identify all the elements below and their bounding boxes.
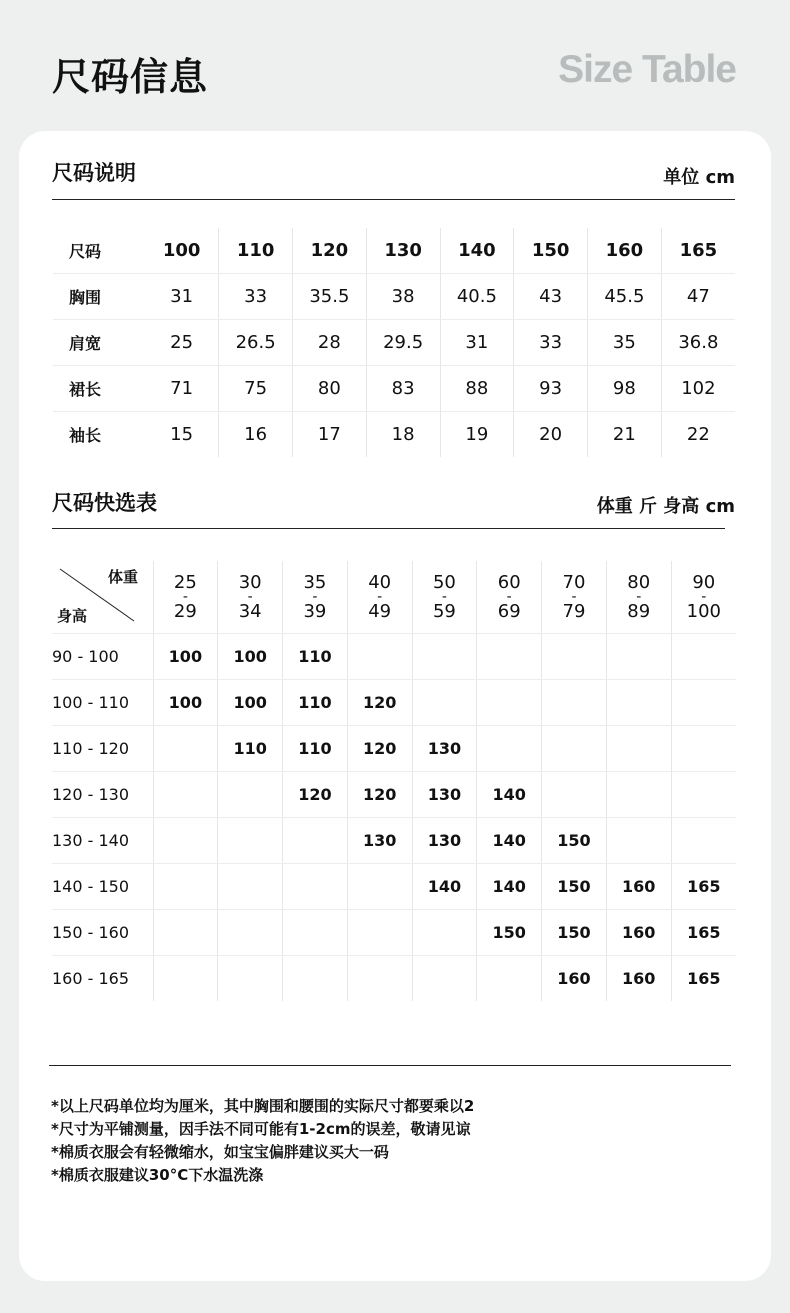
recommended-size-cell: 130: [412, 772, 477, 818]
recommended-size-cell: [153, 956, 218, 1002]
recommended-size-cell: [347, 864, 412, 910]
size-row-label: 裙长: [53, 366, 145, 412]
recommended-size-cell: [477, 634, 542, 680]
quick-select-unit: 体重 斤 身高 cm: [596, 496, 735, 517]
weight-range-header: [671, 561, 736, 634]
recommended-size-cell: 160: [606, 864, 671, 910]
recommended-size-cell: [283, 864, 348, 910]
height-row: [52, 956, 736, 1002]
height-range-label: 140 - 150: [52, 864, 153, 910]
recommended-size-cell: [283, 910, 348, 956]
height-row: [52, 772, 736, 818]
weight-to: 29: [173, 601, 197, 622]
recommended-size-cell: [671, 680, 736, 726]
height-row: [52, 864, 736, 910]
size-cell: 21: [588, 412, 662, 458]
recommended-size-cell: 100: [153, 634, 218, 680]
weight-to: 59: [432, 601, 456, 622]
size-row: [53, 412, 735, 458]
size-cell: 165: [661, 228, 735, 274]
recommended-size-cell: 110: [218, 726, 283, 772]
recommended-size-cell: [153, 818, 218, 864]
recommended-size-cell: [153, 910, 218, 956]
height-range-label: 100 - 110: [52, 680, 153, 726]
recommended-size-cell: [218, 864, 283, 910]
weight-to: 100: [686, 601, 721, 622]
recommended-size-cell: [477, 726, 542, 772]
recommended-size-cell: [347, 634, 412, 680]
size-info-title: 尺码说明: [52, 161, 136, 185]
recommended-size-cell: 140: [477, 772, 542, 818]
note: *棉质衣服建议30°C下水温洗涤: [51, 1166, 264, 1184]
size-cell: 31: [145, 274, 219, 320]
weight-range-header: [477, 561, 542, 634]
size-row: [53, 274, 735, 320]
recommended-size-cell: 160: [542, 956, 607, 1002]
note: *棉质衣服会有轻微缩水，如宝宝偏胖建议买大一码: [51, 1143, 389, 1161]
range-dash: -: [506, 589, 512, 605]
size-cell: 160: [588, 228, 662, 274]
divider: [52, 528, 725, 529]
recommended-size-cell: 150: [542, 864, 607, 910]
size-row-label: 胸围: [53, 274, 145, 320]
weight-range-header: [218, 561, 283, 634]
size-cell: 36.8: [661, 320, 735, 366]
height-row: [52, 726, 736, 772]
recommended-size-cell: 130: [412, 818, 477, 864]
weight-range-header: [412, 561, 477, 634]
size-row: [53, 228, 735, 274]
size-row-label: 尺码: [53, 228, 145, 274]
size-cell: 93: [514, 366, 588, 412]
range-dash: -: [636, 589, 642, 605]
quick-select-table: [52, 561, 736, 1001]
recommended-size-cell: 120: [347, 772, 412, 818]
size-cell: 150: [514, 228, 588, 274]
recommended-size-cell: 160: [606, 956, 671, 1002]
note: *以上尺码单位均为厘米，其中胸围和腰围的实际尺寸都要乘以2: [51, 1097, 475, 1115]
recommended-size-cell: [671, 726, 736, 772]
recommended-size-cell: [218, 818, 283, 864]
recommended-size-cell: [671, 772, 736, 818]
recommended-size-cell: [606, 726, 671, 772]
size-cell: 35.5: [293, 274, 367, 320]
size-cell: 38: [366, 274, 440, 320]
size-cell: 18: [366, 412, 440, 458]
recommended-size-cell: 150: [542, 910, 607, 956]
height-row: [52, 910, 736, 956]
recommended-size-cell: [153, 726, 218, 772]
weight-from: 80: [627, 572, 651, 593]
weight-from: 90: [692, 572, 716, 593]
size-cell: 110: [219, 228, 293, 274]
recommended-size-cell: 150: [542, 818, 607, 864]
range-dash: -: [701, 589, 707, 605]
recommended-size-cell: [671, 634, 736, 680]
recommended-size-cell: 165: [671, 864, 736, 910]
height-row: [52, 680, 736, 726]
recommended-size-cell: 130: [347, 818, 412, 864]
weight-from: 60: [497, 572, 521, 593]
corner-cell: [52, 561, 153, 634]
size-cell: 40.5: [440, 274, 514, 320]
recommended-size-cell: [412, 910, 477, 956]
size-cell: 33: [219, 274, 293, 320]
notes: [51, 1095, 474, 1187]
size-cell: 20: [514, 412, 588, 458]
recommended-size-cell: 130: [412, 726, 477, 772]
size-cell: 16: [219, 412, 293, 458]
recommended-size-cell: 110: [283, 634, 348, 680]
size-cell: 98: [588, 366, 662, 412]
recommended-size-cell: 140: [477, 864, 542, 910]
range-dash: -: [377, 589, 383, 605]
size-card: [19, 131, 771, 1281]
recommended-size-cell: 160: [606, 910, 671, 956]
weight-to: 89: [627, 601, 651, 622]
recommended-size-cell: [606, 818, 671, 864]
weight-from: 30: [238, 572, 262, 593]
quick-select-title: 尺码快选表: [52, 491, 157, 515]
size-cell: 15: [145, 412, 219, 458]
size-cell: 43: [514, 274, 588, 320]
divider: [52, 199, 735, 200]
recommended-size-cell: 100: [218, 634, 283, 680]
size-cell: 88: [440, 366, 514, 412]
size-row-label: 袖长: [69, 426, 102, 445]
recommended-size-cell: [218, 772, 283, 818]
weight-to: 49: [368, 601, 392, 622]
recommended-size-cell: 100: [153, 680, 218, 726]
page-title-en: Size Table: [558, 48, 736, 91]
height-range-label: 120 - 130: [52, 772, 153, 818]
recommended-size-cell: [542, 634, 607, 680]
size-cell: 80: [293, 366, 367, 412]
recommended-size-cell: 165: [671, 910, 736, 956]
recommended-size-cell: 120: [347, 680, 412, 726]
size-cell: 71: [145, 366, 219, 412]
size-cell: 17: [293, 412, 367, 458]
size-cell: 140: [440, 228, 514, 274]
corner-height-label: 身高: [57, 607, 88, 625]
recommended-size-cell: [477, 956, 542, 1002]
recommended-size-cell: 165: [687, 969, 721, 988]
recommended-size-cell: 100: [218, 680, 283, 726]
recommended-size-cell: 150: [477, 910, 542, 956]
height-range-label: 150 - 160: [52, 910, 153, 956]
weight-header-row: [52, 561, 736, 634]
recommended-size-cell: [153, 772, 218, 818]
recommended-size-cell: [347, 910, 412, 956]
recommended-size-cell: [347, 956, 412, 1002]
recommended-size-cell: [606, 634, 671, 680]
range-dash: -: [247, 589, 253, 605]
recommended-size-cell: [477, 680, 542, 726]
recommended-size-cell: [542, 680, 607, 726]
divider: [49, 1065, 731, 1066]
size-row: [53, 320, 735, 366]
recommended-size-cell: [412, 634, 477, 680]
recommended-size-cell: 140: [412, 864, 477, 910]
range-dash: -: [441, 589, 447, 605]
size-cell: 35: [588, 320, 662, 366]
note: *尺寸为平铺测量，因手法不同可能有1-2cm的误差，敬请见谅: [51, 1120, 471, 1138]
page-title-cn: 尺码信息: [52, 55, 209, 99]
size-cell: 22: [686, 424, 710, 445]
size-cell: 25: [145, 320, 219, 366]
height-range-label: 160 - 165: [52, 956, 153, 1002]
recommended-size-cell: [542, 726, 607, 772]
weight-to: 79: [562, 601, 586, 622]
recommended-size-cell: [606, 680, 671, 726]
recommended-size-cell: [218, 956, 283, 1002]
corner-weight-label: 体重: [107, 568, 138, 586]
recommended-size-cell: [542, 772, 607, 818]
size-cell: 83: [366, 366, 440, 412]
weight-to: 39: [303, 601, 327, 622]
recommended-size-cell: 140: [477, 818, 542, 864]
height-range-label: 90 - 100: [52, 634, 153, 680]
range-dash: -: [182, 589, 188, 605]
recommended-size-cell: [283, 818, 348, 864]
height-row: [52, 818, 736, 864]
size-cell: 28: [293, 320, 367, 366]
recommended-size-cell: [412, 680, 477, 726]
height-range-label: 110 - 120: [52, 726, 153, 772]
recommended-size-cell: [606, 772, 671, 818]
size-cell: 33: [514, 320, 588, 366]
recommended-size-cell: [218, 910, 283, 956]
recommended-size-cell: [412, 956, 477, 1002]
recommended-size-cell: 120: [347, 726, 412, 772]
size-row-label: 肩宽: [53, 320, 145, 366]
size-cell: 130: [366, 228, 440, 274]
size-info-table: [53, 228, 735, 457]
weight-range-header: [542, 561, 607, 634]
height-range-label: 130 - 140: [52, 818, 153, 864]
recommended-size-cell: [283, 956, 348, 1002]
size-cell: 19: [440, 412, 514, 458]
size-info-unit: 单位 cm: [663, 167, 735, 188]
weight-range-header: [153, 561, 218, 634]
recommended-size-cell: [153, 864, 218, 910]
weight-from: 50: [432, 572, 456, 593]
weight-from: 35: [303, 572, 327, 593]
weight-to: 34: [238, 601, 262, 622]
size-cell: 26.5: [219, 320, 293, 366]
size-cell: 45.5: [588, 274, 662, 320]
range-dash: -: [312, 589, 318, 605]
size-cell: 75: [219, 366, 293, 412]
size-cell: 102: [661, 366, 735, 412]
weight-to: 69: [497, 601, 521, 622]
size-cell: 31: [440, 320, 514, 366]
size-cell: 100: [145, 228, 219, 274]
range-dash: -: [571, 589, 577, 605]
weight-range-header: [347, 561, 412, 634]
size-cell: 47: [661, 274, 735, 320]
weight-from: 70: [562, 572, 586, 593]
height-row: [52, 634, 736, 680]
recommended-size-cell: [671, 818, 736, 864]
recommended-size-cell: 110: [283, 680, 348, 726]
size-cell: 29.5: [366, 320, 440, 366]
size-cell: 120: [293, 228, 367, 274]
recommended-size-cell: 120: [283, 772, 348, 818]
recommended-size-cell: 110: [283, 726, 348, 772]
weight-from: 40: [368, 572, 392, 593]
size-row: [53, 366, 735, 412]
weight-range-header: [283, 561, 348, 634]
weight-range-header: [606, 561, 671, 634]
weight-from: 25: [173, 572, 197, 593]
